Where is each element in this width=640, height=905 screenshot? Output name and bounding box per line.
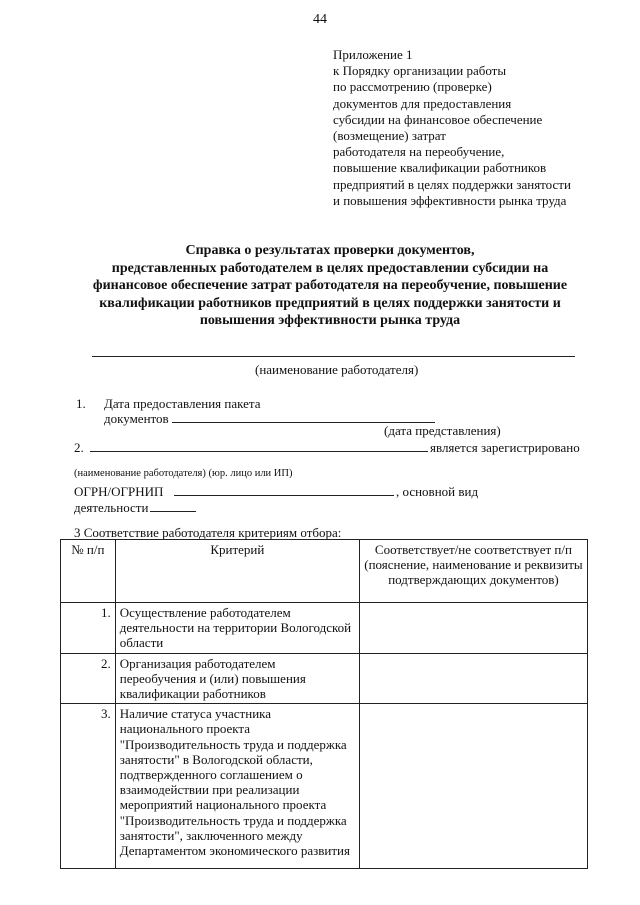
appendix-line: предприятий в целях поддержки занятости [333, 176, 571, 192]
row-compliance[interactable] [359, 653, 587, 704]
row-criterion: Осуществление работодателем деятельности на территории Вологодской области [115, 603, 359, 654]
item2-number: 2. [74, 440, 84, 455]
appendix-line: субсидии на финансовое обеспечение [333, 111, 543, 127]
appendix-line: по рассмотрению (проверке) [333, 79, 492, 95]
employer-caption: (наименование работодателя) [255, 362, 419, 377]
section3-title: 3 Соответствие работодателя критериям отбора: [74, 525, 342, 540]
appendix-line: повышение квалификации работников [333, 160, 547, 176]
row-num: 1. [61, 603, 116, 654]
document-title [60, 242, 600, 330]
item2-caption: (наименование работодателя) (юр. лицо или ИП) [74, 468, 293, 479]
appendix-line: (возмещение) затрат [333, 128, 446, 144]
item1-label: Дата предоставления пакета [104, 396, 261, 411]
header-criterion: Критерий [115, 540, 359, 603]
row-criterion: Наличие статуса участника национального проекта "Производительность труда и поддержка занятости" в Вологодской области, подтвержденного соглашением о взаимодействии при реализации мероприятий национального проекта "Производительность труда и поддержка занятости", заключенного между Департаментом экономического развития [115, 704, 359, 869]
item1-caption: (дата представления) [384, 423, 501, 438]
employer-name-line[interactable] [92, 356, 575, 357]
appendix-line: и повышения эффективности рынка труда [333, 192, 567, 208]
header-num: № п/п [61, 540, 116, 603]
employer-registration-line[interactable] [90, 451, 428, 452]
item2-suffix: является зарегистрировано [430, 440, 580, 455]
title-line: финансовое обеспечение затрат работодателя на переобучение, повышение [92, 278, 568, 294]
table-row [61, 704, 588, 869]
row-num: 2. [61, 653, 116, 704]
appendix-line: работодателя на переобучение, [333, 144, 505, 160]
activity-label-2: деятельности [74, 500, 149, 515]
table-row [61, 603, 588, 654]
title-line: Справка о результатах проверки документов, [185, 243, 475, 258]
title-line: повышения эффективности рынка труда [199, 313, 461, 329]
appendix-line: к Порядку организации работы [333, 63, 507, 79]
appendix-block [333, 47, 571, 209]
row-criterion: Организация работодателем переобучения и (или) повышения квалификации работников [115, 653, 359, 704]
criteria-table [60, 539, 588, 869]
activity-label: , основной вид [396, 484, 479, 499]
item1-number: 1. [76, 396, 86, 411]
row-num: 3. [61, 704, 116, 869]
ogrn-label: ОГРН/ОГРНИП [74, 484, 164, 499]
title-line: представленных работодателем в целях предоставлении субсидии на [111, 260, 549, 276]
item1-label-2: документов [104, 411, 169, 426]
table-header-row [61, 540, 588, 603]
page-number: 44 [313, 12, 327, 27]
header-compliance: Соответствует/не соответствует п/п (пояснение, наименование и реквизиты подтверждающих документов) [359, 540, 587, 603]
appendix-line: документов для предоставления [333, 95, 512, 111]
row-compliance[interactable] [359, 704, 587, 869]
row-compliance[interactable] [359, 603, 587, 654]
appendix-line: Приложение 1 [333, 47, 413, 62]
title-line: квалификации работников предприятий в целях поддержки занятости и [99, 295, 561, 311]
activity-line[interactable] [150, 511, 196, 512]
table-row [61, 653, 588, 704]
ogrn-line[interactable] [174, 495, 394, 496]
